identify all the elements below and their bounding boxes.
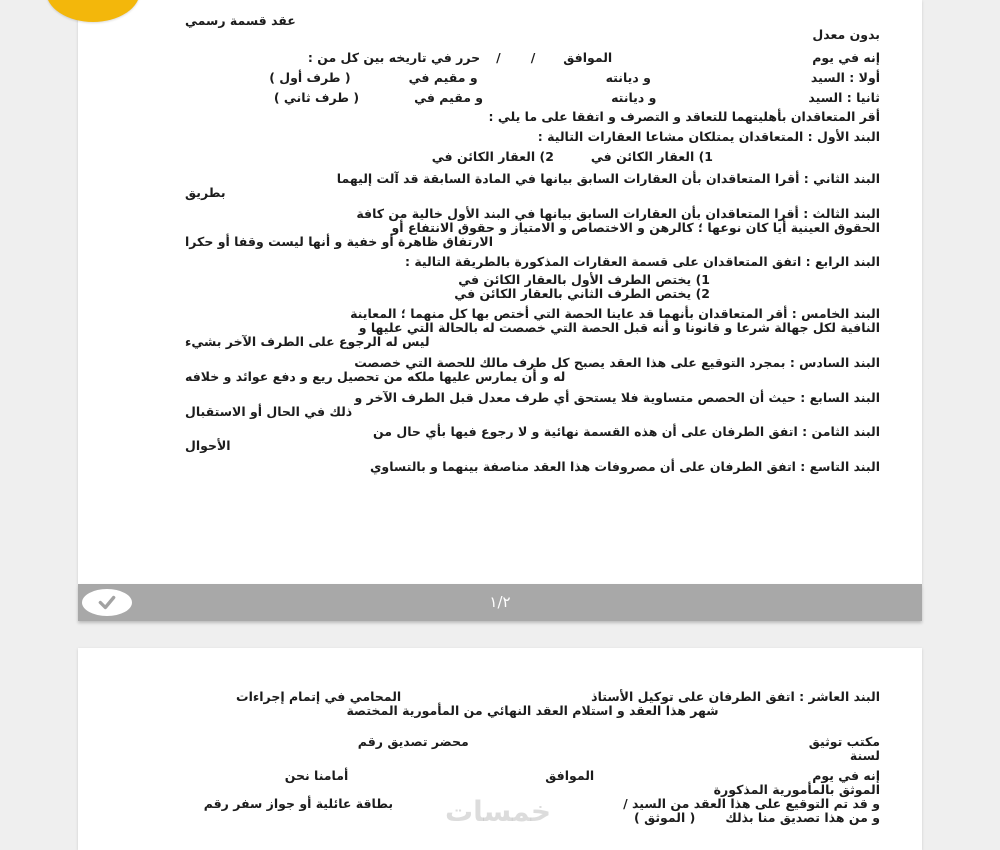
text-segment: /	[530, 50, 536, 65]
text-segment: البند التاسع : اتفق الطرفان على أن مصروفات هذا العقد مناصفة بينهما و بالتساوي	[369, 459, 880, 474]
text-segment: البند الرابع : اتفق المتعاقدان على قسمة العقارات المذكورة بالطريقة التالية :	[405, 254, 880, 269]
text-segment: شهر هذا العقد و استلام العقد النهائي من المأمورية المختصة	[346, 703, 719, 718]
document-line	[185, 439, 880, 453]
text-segment: بدون معدل	[812, 27, 880, 42]
blank-field-gap	[612, 51, 812, 52]
blank-field-gap	[401, 690, 591, 691]
document-line	[185, 273, 880, 287]
blank-field-gap	[351, 71, 409, 72]
text-segment: و قد تم التوقيع على هذا العقد من السيد /	[623, 796, 880, 811]
document-line	[185, 405, 880, 419]
blank-field-gap	[393, 797, 623, 798]
pager-bar	[78, 584, 922, 621]
text-segment: الارتفاق ظاهرة أو خفية و أنها ليست وقفا أو حكرا	[185, 234, 494, 249]
text-segment: محضر تصديق رقم	[357, 734, 469, 749]
text-segment: البند العاشر : اتفق الطرفان على توكيل الأستاذ	[591, 689, 880, 704]
blank-field-gap	[501, 51, 531, 52]
text-segment: البند الثاني : أقرا المتعاقدان بأن العقارات السابق بيانها في المادة السابقة قد آلت إليهما	[336, 171, 880, 186]
text-segment: إنه في يوم	[812, 768, 880, 783]
document-line	[185, 335, 880, 349]
document-line	[185, 704, 880, 718]
text-segment: بطاقة عائلية أو جواز سفر رقم	[203, 796, 394, 811]
text-segment: 2) يختص الطرف الثاني بالعقار الكائن في	[454, 286, 710, 301]
text-segment: و من هذا تصديق منا بذلك	[725, 810, 880, 825]
text-segment: 1) يختص الطرف الأول بالعقار الكائن في	[458, 272, 710, 287]
text-segment: أولا : السيد	[810, 70, 880, 85]
text-segment: ( طرف أول )	[269, 70, 351, 85]
document-line	[185, 91, 880, 105]
text-segment: الأحوال	[185, 438, 231, 453]
document-line	[185, 14, 880, 28]
text-segment: ذلك في الحال أو الاستقبال	[185, 404, 353, 419]
blank-field-gap	[348, 769, 545, 770]
document-line	[185, 287, 880, 301]
document-line	[185, 735, 880, 749]
document-line	[185, 255, 880, 269]
text-segment: ليس له الرجوع على الطرف الآخر بشيء	[185, 334, 430, 349]
text-segment: حرر في تاريخه بين كل من :	[307, 50, 481, 65]
document-line	[185, 356, 880, 370]
document-line	[185, 207, 880, 221]
document-line	[185, 321, 880, 335]
blank-field-gap	[713, 150, 880, 151]
text-segment: 2) العقار الكائن في	[431, 149, 554, 164]
blank-field-gap	[710, 273, 880, 274]
page-2-lines	[185, 690, 880, 825]
document-line	[185, 370, 880, 384]
document-line	[185, 783, 880, 797]
document-line	[185, 797, 880, 811]
document-line	[185, 690, 880, 704]
text-segment: البند الأول : المتعاقدان يمتلكان مشاعا العقارات التالية :	[537, 129, 880, 144]
text-segment: إنه في يوم	[812, 50, 880, 65]
text-segment: الموافق	[563, 50, 613, 65]
blank-field-gap	[483, 91, 611, 92]
document-line	[185, 460, 880, 474]
blank-field-gap	[594, 769, 812, 770]
text-segment: أمامنا نحن	[284, 768, 349, 783]
document-line	[185, 110, 880, 124]
page-1-lines	[185, 14, 880, 474]
text-segment: البند الثالث : أقرا المتعاقدان بأن العقارات السابق بيانها في البند الأول خالية من كافة	[356, 206, 880, 221]
text-segment: مكتب توثيق	[808, 734, 880, 749]
text-segment: البند الثامن : اتفق الطرفان على أن هذه القسمة نهائية و لا رجوع فيها بأي حال من	[373, 424, 880, 439]
document-line	[185, 28, 880, 42]
blank-field-gap	[695, 811, 725, 812]
document-line	[185, 235, 880, 249]
document-line	[185, 186, 880, 200]
blank-field-gap	[478, 71, 606, 72]
text-segment: الموافق	[545, 768, 595, 783]
document-line	[185, 150, 880, 164]
text-segment: له و أن يمارس عليها ملكه من تحصيل ريع و دفع عوائد و خلافه	[185, 369, 566, 384]
document-line	[185, 749, 880, 763]
blank-field-gap	[535, 51, 563, 52]
document-line	[185, 130, 880, 144]
text-segment: ثانيا : السيد	[808, 90, 880, 105]
text-segment: لسنة	[849, 748, 880, 763]
document-line	[185, 425, 880, 439]
text-segment: و مقيم في	[414, 90, 484, 105]
page-number-indicator: ١/٢	[489, 593, 511, 611]
text-segment: 1) العقار الكائن في	[590, 149, 713, 164]
text-segment: البند السابع : حيث أن الحصص متساوية فلا يستحق أي طرف معدل قبل الطرف الآخر و	[354, 390, 880, 405]
blank-field-gap	[469, 735, 809, 736]
document-line	[185, 172, 880, 186]
text-segment: البند الخامس : أقر المتعاقدان بأنهما قد عاينا الحصة التي أختص بها كل منهما ؛ المعاينة	[350, 306, 880, 321]
text-segment: المحامي في إتمام إجراءات	[236, 689, 402, 704]
blank-field-gap	[651, 71, 811, 72]
document-line	[185, 769, 880, 783]
text-segment: بطريق	[185, 185, 226, 200]
text-segment: ( الموثق )	[634, 810, 696, 825]
document-line	[185, 811, 880, 825]
text-segment: ( طرف ثاني )	[273, 90, 360, 105]
text-segment: الحقوق العينية أيا كان نوعها ؛ كالرهن و الاختصاص و الامتياز و حقوق الانتفاع أو	[391, 220, 880, 235]
text-segment: أقر المتعاقدان بأهليتهما للتعاقد و التصرف و اتفقا على ما يلي :	[488, 109, 880, 124]
blank-field-gap	[480, 51, 496, 52]
text-segment: و مقيم في	[408, 70, 478, 85]
document-line	[185, 307, 880, 321]
blank-field-gap	[359, 91, 414, 92]
watermark-text: خمسات	[445, 795, 552, 828]
document-line	[185, 221, 880, 235]
document-line	[185, 71, 880, 85]
blank-field-gap	[554, 150, 591, 151]
text-segment: الموثق بالمأمورية المذكورة	[713, 782, 880, 797]
document-line	[185, 391, 880, 405]
text-segment: /	[496, 50, 501, 65]
text-segment: عقد قسمة رسمي	[185, 13, 296, 28]
text-segment: البند السادس : بمجرد التوقيع على هذا العقد يصبح كل طرف مالك للحصة التي خصصت	[354, 355, 880, 370]
blank-field-gap	[710, 287, 880, 288]
text-segment: و ديانته	[605, 70, 651, 85]
document-line	[185, 51, 880, 65]
text-segment: النافية لكل جهالة شرعا و قانونا و أنه قبل الحصة التي خصصت له بالحالة التي عليها و	[358, 320, 880, 335]
document-page-1	[78, 0, 922, 584]
blank-field-gap	[656, 91, 808, 92]
text-segment: و ديانته	[611, 90, 657, 105]
document-page-2	[78, 648, 922, 850]
